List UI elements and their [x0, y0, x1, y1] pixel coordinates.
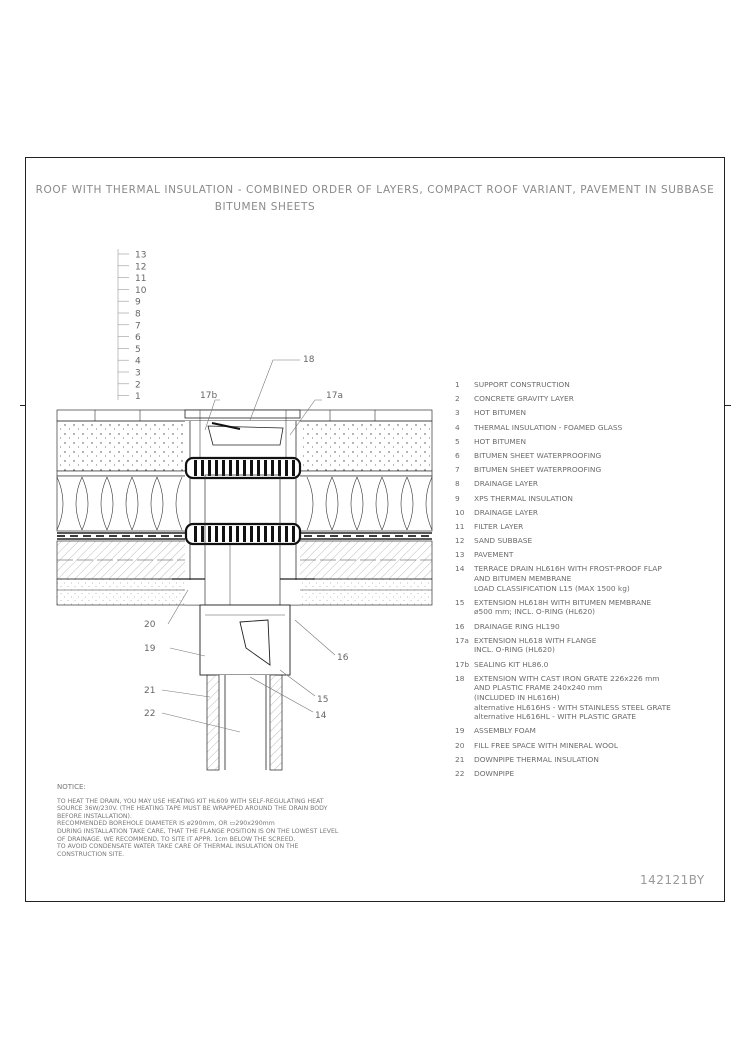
scale-number: 2 — [135, 380, 141, 391]
scale-number: 11 — [135, 274, 147, 285]
notice-line: CONSTRUCTION SITE. — [57, 850, 125, 858]
legend-item-text: EXTENSION HL618H WITH BITUMEN MEMBRANE ø500 mm; INCL. O-RING (HL620) — [474, 597, 652, 617]
legend-item-number: 9 — [455, 493, 460, 503]
callout-21: 21 — [144, 686, 156, 696]
legend-item — [455, 479, 715, 489]
notice-heading: NOTICE: — [57, 783, 86, 791]
legend-item-number: 13 — [455, 550, 465, 560]
scale-number: 9 — [135, 297, 141, 308]
notice-line: TO HEAT THE DRAIN, YOU MAY USE HEATING KIT HL609 WITH SELF-REGULATING HEAT — [57, 797, 324, 805]
legend-item — [455, 674, 715, 722]
scale-number: 8 — [135, 309, 141, 320]
scale-number: 1 — [135, 392, 141, 403]
scale-number: 3 — [135, 368, 141, 379]
legend-item — [455, 508, 715, 518]
legend-item — [455, 494, 715, 504]
legend-item-text: XPS THERMAL INSULATION — [474, 493, 573, 503]
legend-item — [455, 564, 715, 593]
legend-item-number: 12 — [455, 536, 465, 546]
legend-item-number: 18 — [455, 673, 465, 683]
legend-item — [455, 408, 715, 418]
legend-item-number: 16 — [455, 621, 465, 631]
legend-item-number: 17b — [455, 659, 470, 669]
callout-18: 18 — [303, 355, 315, 365]
legend-item-number: 4 — [455, 422, 460, 432]
legend-item-number: 10 — [455, 507, 465, 517]
legend-item-text: CONCRETE GRAVITY LAYER — [474, 394, 574, 404]
legend-item — [455, 726, 715, 736]
legend-item-text: FILTER LAYER — [474, 521, 524, 531]
callout-19: 19 — [144, 644, 156, 654]
scale-number: 7 — [135, 321, 141, 332]
legend-item-text: DOWNPIPE — [474, 768, 515, 778]
notice-line: RECOMMENDED BOREHOLE DIAMETER IS ø290mm, OR ▭290x290mm — [57, 820, 275, 828]
legend-item — [455, 660, 715, 670]
legend-item-text: PAVEMENT — [474, 550, 514, 560]
scale-number: 12 — [135, 262, 147, 273]
legend-item — [455, 465, 715, 475]
callout-15: 15 — [317, 695, 329, 705]
legend-item — [455, 598, 715, 617]
drain-assembly — [172, 410, 315, 770]
legend-item-number: 14 — [455, 564, 465, 574]
legend-item-text: HOT BITUMEN — [474, 408, 526, 418]
legend-item-number: 2 — [455, 394, 460, 404]
layer-scale — [118, 249, 147, 402]
legend-item — [455, 755, 715, 765]
legend-item — [455, 423, 715, 433]
legend-item — [455, 550, 715, 560]
legend-item — [455, 622, 715, 632]
legend-item-text: BITUMEN SHEET WATERPROOFING — [474, 465, 602, 475]
legend-item-number: 15 — [455, 597, 465, 607]
callout-17a: 17a — [326, 391, 343, 401]
legend-item — [455, 437, 715, 447]
legend-item-text: SUPPORT CONSTRUCTION — [474, 380, 570, 389]
legend-item — [455, 451, 715, 461]
legend-item-number: 11 — [455, 521, 465, 531]
legend-item-text: HOT BITUMEN — [474, 436, 526, 446]
legend-item-number: 20 — [455, 740, 465, 750]
legend-item-number: 17a — [455, 635, 469, 645]
scale-number: 10 — [135, 285, 147, 296]
legend-item — [455, 522, 715, 532]
scale-number: 5 — [135, 344, 141, 355]
scale-number: 6 — [135, 333, 141, 344]
callout-14: 14 — [315, 711, 327, 721]
drawing-title: ROOF WITH THERMAL INSULATION - COMBINED ORDER OF LAYERS, COMPACT ROOF VARIANT, PAVEMENT IN SUBBASE — [35, 184, 715, 196]
legend-item-text: TERRACE DRAIN HL616H WITH FROST-PROOF FLAP AND BITUMEN MEMBRANE LOAD CLASSIFICATION L15 (MAX 1500 kg) — [474, 564, 662, 593]
notice-block — [57, 784, 402, 858]
notice-line: TO AVOID CONDENSATE WATER TAKE CARE OF THERMAL INSULATION ON THE — [57, 843, 299, 851]
legend-list — [455, 380, 715, 783]
legend-item-text: SEALING KIT HL86.0 — [474, 659, 549, 669]
legend-item-text: THERMAL INSULATION - FOAMED GLASS — [474, 422, 623, 432]
notice-line: SOURCE 36W/230V. (THE HEATING TAPE MUST BE WRAPPED AROUND THE DRAIN BODY — [57, 805, 328, 813]
scale-number: 4 — [135, 356, 141, 367]
drawing-code: 142121BY — [640, 873, 705, 887]
legend-item-text: DRAINAGE LAYER — [474, 507, 539, 517]
legend-item-text: EXTENSION HL618 WITH FLANGE INCL. O-RING (HL620) — [474, 635, 597, 655]
legend-item-text: SAND SUBBASE — [474, 536, 533, 546]
callout-20: 20 — [144, 620, 156, 630]
legend-item-text: DOWNPIPE THERMAL INSULATION — [474, 754, 599, 764]
legend-item-number: 6 — [455, 450, 460, 460]
drawing-subtitle: BITUMEN SHEETS — [214, 201, 316, 213]
callout-17b: 17b — [200, 391, 218, 401]
scale-number: 13 — [135, 250, 147, 261]
legend-item-number: 3 — [455, 408, 460, 418]
legend-item-number: 21 — [455, 754, 465, 764]
legend-item-text: DRAINAGE LAYER — [474, 479, 539, 489]
notice-line: DURING INSTALLATION TAKE CARE, THAT THE FLANGE POSITION IS ON THE LOWEST LEVEL — [57, 827, 339, 835]
callout-22: 22 — [144, 709, 156, 719]
notice-line: BEFORE INSTALLATION). — [57, 812, 132, 820]
legend-item — [455, 394, 715, 404]
legend-item-text: BITUMEN SHEET WATERPROOFING — [474, 450, 602, 460]
callout-16: 16 — [337, 653, 349, 663]
legend-item-number: 8 — [455, 479, 460, 489]
legend-item — [455, 380, 715, 390]
legend-item — [455, 536, 715, 546]
legend-item-number: 22 — [455, 768, 465, 778]
legend-item — [455, 636, 715, 655]
notice-line: OF DRAINAGE. WE RECOMMEND, TO SITE IT APPR. 1cm BELOW THE SCREED. — [57, 835, 296, 843]
legend-item — [455, 741, 715, 751]
legend-item-text: DRAINAGE RING HL190 — [474, 621, 560, 631]
legend-item-text: FILL FREE SPACE WITH MINERAL WOOL — [474, 740, 618, 750]
legend-item-number: 5 — [455, 436, 460, 446]
legend-item — [455, 769, 715, 779]
legend-item-text: EXTENSION WITH CAST IRON GRATE 226x226 mm AND PLASTIC FRAME 240x240 mm (INCLUDED IN HL616H) alternative HL616HS - WITH STAINLESS STEEL GRATE alternative HL616HL - WITH PLASTIC GRATE — [474, 673, 671, 722]
legend-item-number: 1 — [455, 380, 460, 389]
legend-item-number: 19 — [455, 726, 465, 736]
legend-item-number: 7 — [455, 465, 460, 475]
legend-item-text: ASSEMBLY FOAM — [474, 726, 536, 736]
